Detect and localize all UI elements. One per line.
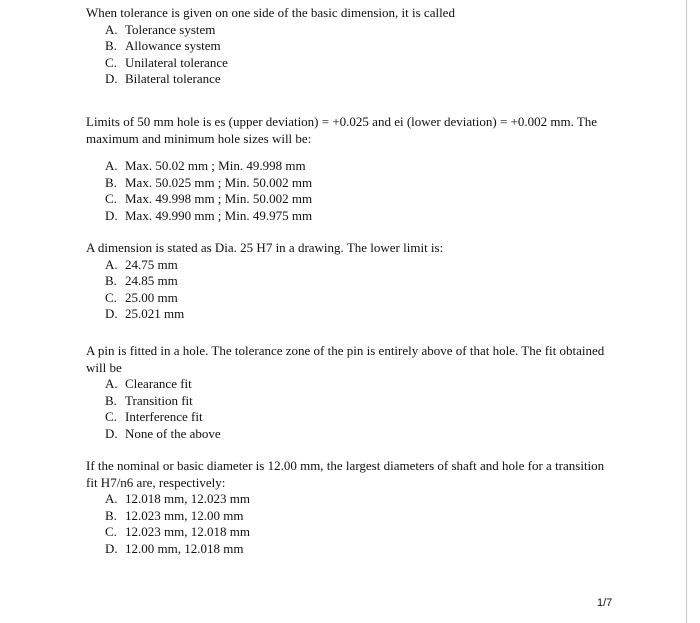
page-edge-divider — [686, 0, 687, 623]
option-text: Max. 50.025 mm ; Min. 50.002 mm — [125, 174, 313, 190]
question-5-stem: If the nominal or basic diameter is 12.00 mm, the largest diameters of shaft and hole for a transition fit H7/n6 are, respectively: — [86, 458, 605, 490]
question-1-option-d — [105, 71, 606, 88]
option-text: Tolerance system — [125, 21, 216, 37]
question-4-stem: A pin is fitted in a hole. The tolerance zone of the pin is entirely above of that hole. The fit obtained will be — [86, 343, 605, 375]
question-2-option-a — [105, 158, 606, 175]
option-text: Bilateral tolerance — [125, 71, 221, 86]
option-text: Clearance fit — [125, 376, 192, 391]
question-1-option-c — [105, 55, 606, 72]
question-5-option-a — [105, 491, 606, 508]
question-4-option-b — [105, 393, 606, 410]
question-1-option-a — [105, 22, 606, 39]
option-letter: D. — [105, 306, 118, 321]
question-1 — [86, 5, 606, 88]
option-text: Max. 50.02 mm ; Min. 49.998 mm — [125, 158, 306, 173]
question-1-stem: When tolerance is given on one side of the basic dimension, it is called — [86, 5, 455, 20]
question-4-option-d — [105, 426, 606, 443]
page-number: 1/7 — [597, 597, 613, 609]
option-text: None of the above — [125, 425, 221, 441]
option-letter: C. — [105, 54, 117, 70]
question-3-stem: A dimension is stated as Dia. 25 H7 in a drawing. The lower limit is: — [86, 240, 444, 255]
option-letter: A. — [105, 256, 118, 272]
option-letter: C. — [105, 191, 117, 206]
option-letter: B. — [105, 507, 117, 523]
option-text: Transition fit — [125, 392, 193, 408]
question-5 — [86, 458, 606, 557]
question-4 — [86, 343, 606, 442]
question-3-option-d — [105, 306, 606, 323]
option-letter: D. — [105, 540, 118, 556]
question-2-option-b — [105, 175, 606, 192]
question-2-options — [86, 158, 606, 224]
option-text: 25.00 mm — [125, 289, 178, 305]
option-text: 12.018 mm, 12.023 mm — [125, 491, 250, 506]
option-letter: B. — [105, 38, 117, 53]
question-3-option-a — [105, 257, 606, 274]
option-letter: B. — [105, 392, 117, 408]
option-text: 12.023 mm, 12.00 mm — [125, 507, 244, 523]
option-text: 12.023 mm, 12.018 mm — [125, 524, 250, 539]
question-5-option-b — [105, 508, 606, 525]
question-2-option-d — [105, 208, 606, 225]
option-letter: B. — [105, 273, 117, 288]
option-text: 24.75 mm — [125, 256, 178, 272]
option-letter: C. — [105, 289, 117, 305]
question-2-stem: Limits of 50 mm hole is es (upper deviation) = +0.025 and ei (lower deviation) = +0.002 mm. The maximum and minimum hole sizes will be: — [86, 114, 598, 146]
option-letter: A. — [105, 21, 118, 37]
option-letter: D. — [105, 71, 118, 86]
option-letter: A. — [105, 491, 118, 506]
question-5-options — [86, 491, 606, 557]
option-text: Max. 49.998 mm ; Min. 50.002 mm — [125, 191, 313, 206]
option-text: Unilateral tolerance — [125, 54, 228, 70]
option-letter: C. — [105, 409, 117, 424]
question-3-option-c — [105, 290, 606, 307]
question-4-option-c — [105, 409, 606, 426]
option-letter: D. — [105, 207, 118, 223]
question-3 — [86, 240, 606, 323]
option-letter: B. — [105, 174, 117, 190]
question-5-option-d — [105, 541, 606, 558]
question-4-options — [86, 376, 606, 442]
question-2 — [86, 114, 606, 224]
option-letter: A. — [105, 158, 118, 173]
question-1-option-b — [105, 38, 606, 55]
option-text: 12.00 mm, 12.018 mm — [125, 540, 244, 556]
question-3-options — [86, 257, 606, 323]
option-letter: D. — [105, 425, 118, 441]
question-2-option-c — [105, 191, 606, 208]
option-text: 25.021 mm — [125, 306, 185, 321]
option-letter: C. — [105, 524, 117, 539]
question-5-option-c — [105, 524, 606, 541]
question-1-options — [86, 22, 606, 88]
question-3-option-b — [105, 273, 606, 290]
option-text: 24.85 mm — [125, 273, 178, 288]
option-letter: A. — [105, 376, 118, 391]
question-4-option-a — [105, 376, 606, 393]
option-text: Interference fit — [125, 409, 203, 424]
option-text: Max. 49.990 mm ; Min. 49.975 mm — [125, 207, 313, 223]
option-text: Allowance system — [125, 38, 221, 53]
